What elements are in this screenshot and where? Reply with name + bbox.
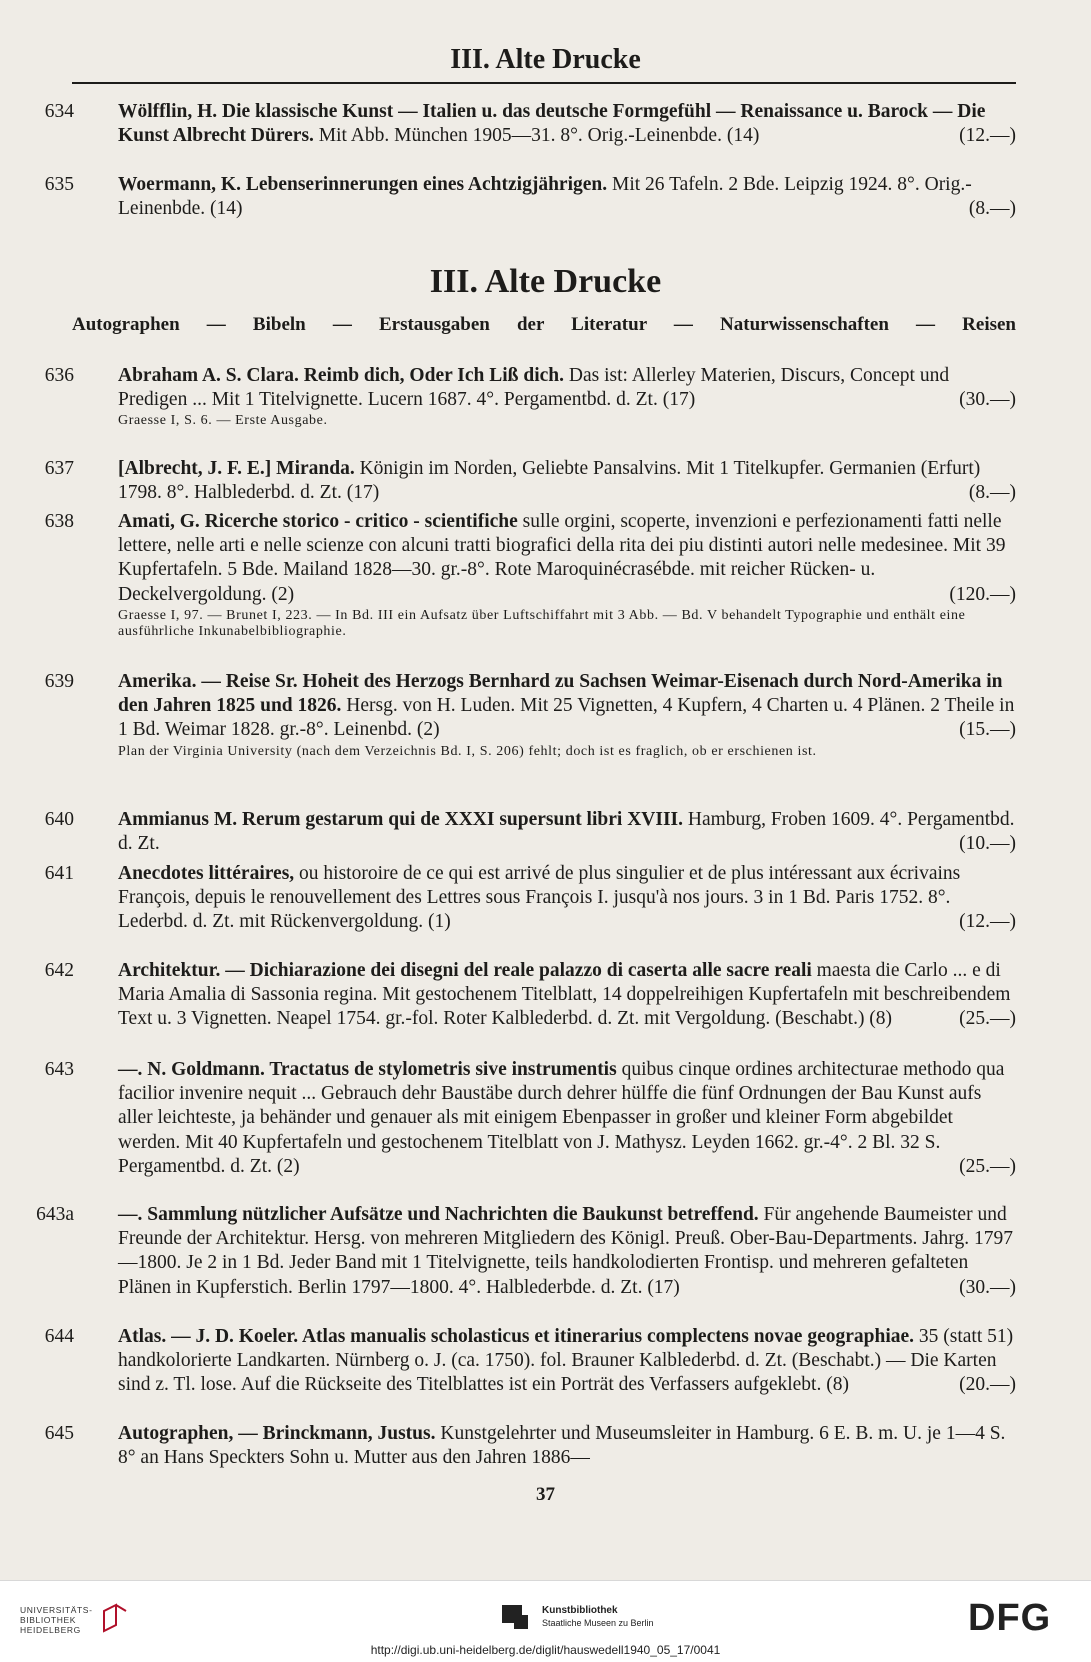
running-head: III. Alte Drucke (450, 44, 641, 75)
entry-title: Architektur. — Dichiarazione dei disegni del reale palazzo di caserta alle sacre reali (118, 960, 812, 981)
entry-title: —. Sammlung nützlicher Aufsätze und Nachrichten die Baukunst betreffend. (118, 1204, 759, 1225)
entry-number: 637 (44, 458, 74, 479)
entry-price: (30.—) (959, 389, 1016, 411)
entry-text: Für angehende Baumeister und Freunde der Architektur. Hersg. von mehreren Mitgliedern des Königl. Preuß. Ober-Bau-Departments. Jahrg. 1797—1800. Je 2 in 1 Bd. Jeder Band mit 1 Titelvignette, teils handkolodierten Frontisp. und mehreren gefalteten Plänen in Kupferstich. Berlin 1797—1800. 4°. Halblederbde. d. Zt. (17) (118, 1204, 1013, 1298)
entry-text: sulle orgini, scoperte, invenzioni e perfezionamenti fatti nelle lettere, nelle arti e nelle scienze con alcuni tratti biografici della rita dei piu distinti autori nelle medesinee. Mit 39 Kupfertafeln. 5 Bde. Mailand 1828—30. gr.-8°. Rote Maroquinécrasébde. mit reicher Rücken- u. Deckelvergoldung. (2) (118, 511, 1006, 605)
entry-number: 638 (44, 511, 74, 532)
entry-644 (44, 1325, 1016, 1398)
entry-price: (10.—) (959, 833, 1016, 855)
entry-price: (25.—) (959, 1155, 1016, 1177)
entry-title: Autographen, — Brinckmann, Justus. (118, 1423, 436, 1444)
entry-number: 640 (44, 809, 74, 830)
entry-text: Mit Abb. München 1905—31. 8°. Orig.-Leinenbde. (14) (313, 125, 760, 147)
entry-text: Hersg. von H. Luden. Mit 25 Vignetten, 4 Kupfern, 4 Charten u. 4 Plänen. 2 Theile in 1 Bd. Weimar 1828. gr.-8°. Leinenbd. (2) (118, 695, 1015, 741)
entry-note: Graesse I, S. 6. — Erste Ausgabe. (118, 413, 328, 429)
kunstbibliothek-logo-icon (500, 1601, 532, 1633)
entry-643 (44, 1058, 1016, 1179)
entry-title: Abraham A. S. Clara. Reimb dich, Oder Ich Liß dich. (118, 365, 565, 386)
entry-634 (44, 100, 1016, 148)
page-url[interactable]: http://digi.ub.uni-heidelberg.de/diglit/hauswedell1940_05_17/0041 (370, 1643, 721, 1657)
entry-text: Königin im Norden, Geliebte Pansalvins. Mit 1 Titelkupfer. Germanien (Erfurt) 1798. 8°. Halblederbd. d. Zt. (17) (118, 458, 981, 504)
entry-title: Ammianus M. Rerum gestarum qui de XXXI supersunt libri XVIII. (118, 809, 683, 830)
entry-number: 636 (44, 365, 74, 386)
entry-642 (44, 959, 1016, 1032)
entry-text: ou historoire de ce qui est arrivé de plus singulier et de plus intéressant aux écrivains François, depuis le renouvellement des Lettres sous François I. jusqu'à nos jours. 3 in 1 Bd. Paris 1752. 8°. Lederbd. d. Zt. mit Rückenvergoldung. (1) (118, 863, 961, 933)
entry-text: Mit 26 Tafeln. 2 Bde. Leipzig 1924. 8°. Orig.-Leinenbde. (14) (118, 174, 972, 220)
entry-price: (20.—) (959, 1374, 1016, 1396)
entry-price: (8.—) (968, 198, 1016, 220)
entry-text: Hamburg, Froben 1609. 4°. Pergamentbd. d. Zt. (118, 809, 1015, 855)
entry-640 (44, 808, 1016, 856)
university-library-label: UNIVERSITÄTS- BIBLIOTHEK HEIDELBERG (20, 1605, 93, 1635)
entry-637 (44, 457, 1016, 505)
entry-635 (44, 173, 1016, 221)
page-number: 37 (536, 1484, 555, 1505)
viewer-footer (0, 1580, 1091, 1662)
entry-title: [Albrecht, J. F. E.] Miranda. (118, 458, 355, 479)
entry-number: 644 (44, 1326, 74, 1347)
entry-number: 634 (44, 101, 74, 122)
section-subtitle: Autographen — Bibeln — Erstausgaben der Literatur — Naturwissenschaften — Reisen (72, 314, 1016, 335)
entry-title: Anecdotes littéraires, (118, 863, 295, 884)
entry-title: Woermann, K. Lebenserinnerungen eines Achtzigjährigen. (118, 174, 608, 195)
entry-note: Plan der Virginia University (nach dem Verzeichnis Bd. I, S. 206) fehlt; doch ist es fraglich, ob er erschienen ist. (118, 743, 817, 759)
entry-price: (12.—) (959, 125, 1016, 147)
entry-number: 643a (36, 1204, 74, 1225)
entry-price: (30.—) (959, 1276, 1016, 1298)
entry-number: 639 (44, 671, 74, 692)
entry-number: 645 (44, 1423, 74, 1444)
university-logo-icon (100, 1601, 130, 1637)
entry-price: (15.—) (959, 719, 1016, 741)
entry-title: Amati, G. Ricerche storico - critico - scientifiche (118, 511, 518, 532)
entry-number: 642 (44, 960, 74, 981)
entry-text: quibus cinque ordines architecturae methodo qua facilior invenire nequit ... Gebrauch dehr Baustäbe durch dehrer hülffe die fünf Ordnungen der Bau Kunst aufs aller leichteste, ja behänder und genauer als mit einigem Ebenpasser in großer und kleiner Form abgebildet werden. Mit 40 Kupfertafeln und gestochenem Titelblatt von J. Mathysz. Leyden 1662. gr.-4°. 2 Bl. 32 S. Pergamentbd. d. Zt. (2) (118, 1059, 1005, 1177)
entry-643a (36, 1203, 1016, 1300)
entry-number: 643 (44, 1059, 74, 1080)
entry-title: —. N. Goldmann. Tractatus de stylometris sive instrumentis (118, 1059, 617, 1080)
entry-638 (44, 510, 1016, 641)
entry-636 (44, 364, 1016, 430)
entry-645 (44, 1422, 1016, 1470)
entry-text: maesta die Carlo ... e di Maria Amalia di Sassonia regina. Mit gestochenem Titelblatt, 14 doppelreihigen Kupfertafeln mit beschreibendem Text u. 3 Vignetten. Neapel 1754. gr.-fol. Roter Kalblederbd. d. Zt. mit Vergoldung. (Beschabt.) (8) (118, 960, 1011, 1030)
entry-text: Das ist: Allerley Materien, Discurs, Concept und Predigen ... Mit 1 Titelvignette. Lucern 1687. 4°. Pergamentbd. d. Zt. (17) (118, 365, 950, 411)
entry-title: Amerika. — Reise Sr. Hoheit des Herzogs Bernhard zu Sachsen Weimar-Eisenach durch Nord-Amerika in den Jahren 1825 und 1826. (118, 671, 1003, 717)
entry-price: (8.—) (968, 482, 1016, 504)
entry-text: Kunstgelehrter und Museumsleiter in Hamburg. 6 E. B. m. U. je 1—4 S. 8° an Hans Speckters Sohn u. Mutter aus den Jahren 1886— (118, 1423, 1006, 1469)
entry-price: (120.—) (949, 583, 1016, 605)
dfg-logo: DFG (968, 1597, 1052, 1639)
entry-number: 641 (44, 863, 74, 884)
entry-note: Graesse I, 97. — Brunet I, 223. — In Bd. III ein Aufsatz über Luftschiffahrt mit 3 Abb. — Bd. V behandelt Typographie und enthält eine ausführliche Inkunabelbibliographie. (118, 607, 966, 640)
entry-text: 35 (statt 51) handkolorierte Landkarten. Nürnberg o. J. (ca. 1750). fol. Brauner Kalblederbd. d. Zt. (Beschabt.) — Die Karten sind z. Tl. lose. Auf die Rückseite des Titelblattes ist ein Porträt des Verfassers aufgeklebt. (8) (118, 1326, 1014, 1396)
entry-title: Wölfflin, H. Die klassische Kunst — Italien u. das deutsche Formgefühl — Renaissance u. Barock — Die Kunst Albrecht Dürers. (118, 101, 986, 147)
header-rule (72, 82, 1016, 84)
section-title: III. Alte Drucke (429, 263, 662, 300)
entry-price: (12.—) (959, 911, 1016, 933)
entry-number: 635 (44, 174, 74, 195)
entry-641 (44, 862, 1016, 935)
entry-title: Atlas. — J. D. Koeler. Atlas manualis scholasticus et itinerarius complectens novae geographiae. (118, 1326, 915, 1347)
entry-639 (44, 670, 1016, 760)
entry-price: (25.—) (959, 1008, 1016, 1030)
kunstbibliothek-label: Kunstbibliothek Staatliche Museen zu Berlin (542, 1605, 654, 1628)
